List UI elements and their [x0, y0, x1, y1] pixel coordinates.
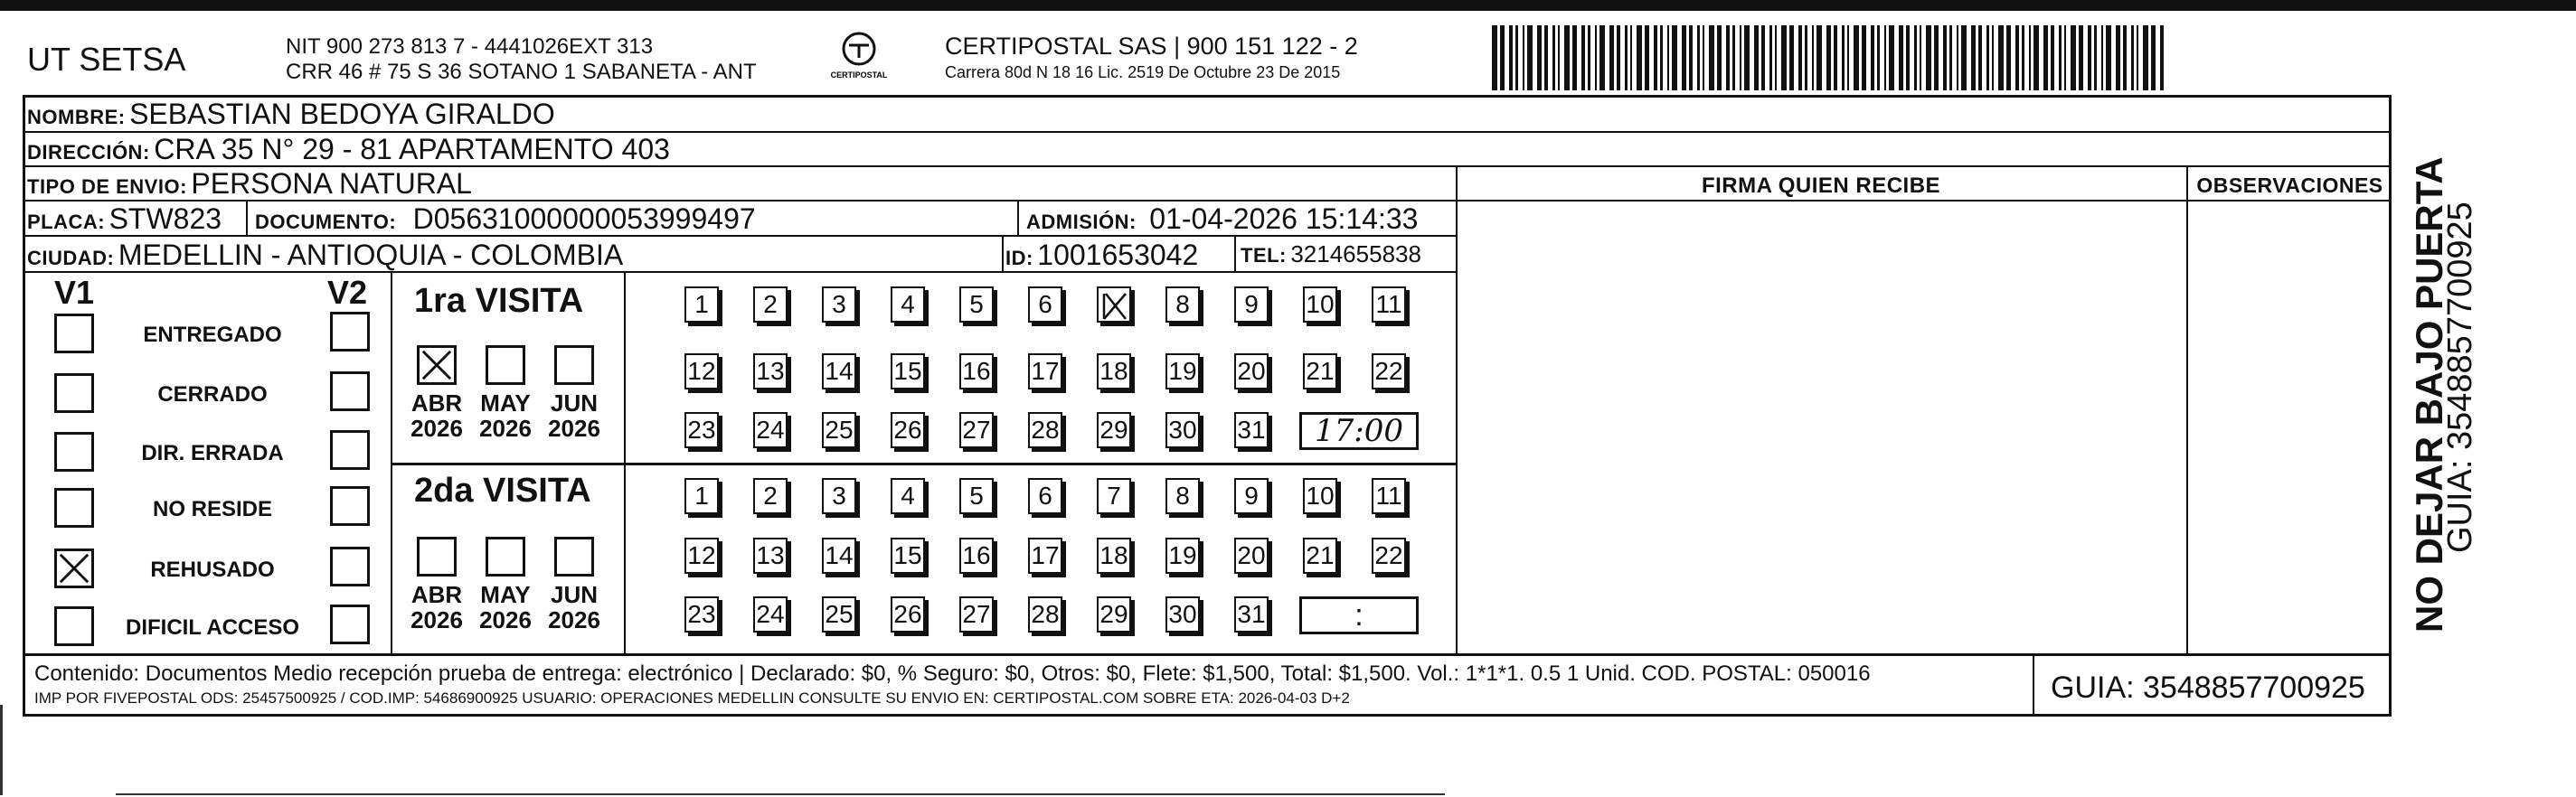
v2-checkbox[interactable] [330, 605, 370, 644]
visit1-day-28[interactable]: 28 [1028, 412, 1062, 448]
visit2-day-19[interactable]: 19 [1165, 538, 1200, 574]
recipient-address: CRA 35 N° 29 - 81 APARTAMENTO 403 [154, 133, 670, 165]
cell-divider [1017, 200, 1019, 235]
company-name: UT SETSA [27, 41, 186, 78]
barcode [1492, 25, 2170, 90]
visit1-day-31[interactable]: 31 [1234, 412, 1269, 448]
visit2-day-27[interactable]: 27 [959, 596, 994, 633]
visit1-day-23[interactable]: 23 [684, 412, 719, 448]
visit1-title: 1ra VISITA [414, 282, 584, 320]
visit1-day-26[interactable]: 26 [891, 412, 925, 448]
document-value: D05631000000053999497 [412, 202, 756, 235]
name-label: NOMBRE: [27, 106, 126, 128]
id-label: ID: [1005, 247, 1033, 269]
admission-row [1026, 202, 1418, 236]
visit1-day-22[interactable]: 22 [1372, 353, 1406, 389]
v1-checkbox[interactable] [54, 606, 94, 646]
plate-label: PLACA: [27, 211, 106, 233]
visit1-day-3[interactable]: 3 [822, 286, 856, 323]
visit2-day-9[interactable]: 9 [1234, 478, 1269, 514]
visit2-time-field[interactable]: : [1299, 596, 1419, 634]
visit1-day-1[interactable]: 1 [684, 286, 719, 323]
visit1-day-14[interactable]: 14 [822, 353, 856, 389]
operator-line: CERTIPOSTAL SAS | 900 151 122 - 2 [945, 33, 1358, 60]
license-line: Carrera 80d N 18 16 Lic. 2519 De Octubre 23 De 2015 [945, 63, 1341, 81]
visit2-day-12[interactable]: 12 [684, 538, 719, 574]
address-label: DIRECCIÓN: [27, 141, 150, 164]
type-row [27, 167, 472, 201]
cell-divider [246, 200, 248, 235]
observations-left-border [2186, 165, 2188, 653]
visit2-day-1[interactable]: 1 [684, 478, 719, 514]
visit1-month-checkbox[interactable] [554, 345, 594, 385]
visit2-month-label: MAY [480, 581, 531, 608]
visit2-day-26[interactable]: 26 [891, 596, 925, 633]
visit1-month-year: 2026 [410, 415, 463, 442]
visit1-month-checkbox[interactable] [486, 345, 525, 385]
footer-guia: GUIA: 3548857700925 [2051, 670, 2365, 705]
visit1-day-12[interactable]: 12 [684, 353, 719, 389]
observations-header: OBSERVACIONES [2196, 173, 2383, 197]
v2-checkbox[interactable] [330, 371, 370, 411]
visit1-day-20[interactable]: 20 [1234, 353, 1269, 389]
visit2-day-13[interactable]: 13 [753, 538, 788, 574]
v1-checkbox[interactable] [54, 488, 94, 528]
visit2-day-16[interactable]: 16 [959, 538, 994, 574]
footer-cell-divider [2033, 655, 2034, 716]
nit-line: NIT 900 273 813 7 - 4441026EXT 313 [286, 34, 654, 59]
visit2-day-5[interactable]: 5 [959, 478, 994, 514]
visit2-month-year: 2026 [548, 606, 600, 633]
visit1-day-15[interactable]: 15 [891, 353, 925, 389]
status-label: ENTREGADO [143, 323, 282, 347]
status-label: NO RESIDE [152, 497, 273, 521]
visit1-day-19[interactable]: 19 [1165, 353, 1200, 389]
address-row [27, 133, 670, 166]
v2-checkbox[interactable] [330, 430, 370, 470]
tel-row [1241, 240, 1421, 268]
visit2-day-10[interactable]: 10 [1303, 478, 1337, 514]
visit2-day-7[interactable]: 7 [1097, 478, 1131, 514]
visit2-day-3[interactable]: 3 [822, 478, 856, 514]
visit2-day-11[interactable]: 11 [1372, 478, 1406, 514]
signature-area[interactable] [1458, 202, 2185, 652]
side-guia: GUIA: 3548857700925 [2441, 202, 2479, 553]
city-row [27, 239, 623, 272]
visit1-day-17[interactable]: 17 [1028, 353, 1062, 389]
tear-line [116, 793, 1445, 795]
visit1-time-field[interactable]: 17:00 [1299, 412, 1419, 450]
visit1-month-label: ABR [410, 389, 463, 417]
name-row [27, 98, 555, 131]
visit2-month-checkbox[interactable] [417, 537, 457, 577]
visit1-day-11[interactable]: 11 [1372, 286, 1406, 323]
visit1-day-24[interactable]: 24 [753, 412, 788, 448]
company-address: CRR 46 # 75 S 36 SOTANO 1 SABANETA - ANT [286, 60, 757, 84]
visit2-day-24[interactable]: 24 [753, 596, 788, 633]
row-divider [23, 271, 1456, 273]
visit2-day-25[interactable]: 25 [822, 596, 856, 633]
visit2-day-28[interactable]: 28 [1028, 596, 1062, 633]
city-label: CIUDAD: [27, 247, 115, 269]
visit1-day-21[interactable]: 21 [1303, 353, 1337, 389]
visit1-day-6[interactable]: 6 [1028, 286, 1062, 323]
visit2-day-14[interactable]: 14 [822, 538, 856, 574]
v2-checkbox[interactable] [330, 486, 370, 526]
visit1-day-27[interactable]: 27 [959, 412, 994, 448]
plate-value: STW823 [109, 202, 222, 235]
visit2-day-18[interactable]: 18 [1097, 538, 1131, 574]
visit2-day-29[interactable]: 29 [1097, 596, 1131, 633]
visit2-day-17[interactable]: 17 [1028, 538, 1062, 574]
plate-row [27, 202, 222, 236]
status-label: DIFICIL ACCESO [125, 615, 299, 640]
visit2-month-year: 2026 [479, 606, 532, 633]
visit1-month-label: JUN [550, 389, 598, 417]
v2-checkbox[interactable] [330, 547, 370, 586]
cell-divider [1234, 235, 1236, 271]
v1-checkbox[interactable] [54, 373, 94, 413]
visit1-day-7[interactable] [1097, 286, 1131, 323]
content-line: Contenido: Documentos Medio recepción prueba de entrega: electrónico | Declarado: $0, % Seguro: $0, Otros: $0, Flete: $1,500, Total: $1,500. Vol.: 1*1*1. 0.5 1 Unid. COD. POSTAL: 050016 [34, 661, 1871, 686]
document-label: DOCUMENTO: [255, 211, 397, 233]
imp-line: IMP POR FIVEPOSTAL ODS: 25457500925 / COD.IMP: 54686900925 USUARIO: OPERACIONES MEDELLIN CONSULTE SU ENVIO EN: CERTIPOSTAL.COM SOBRE ETA: 2026-04-03 D+2 [34, 689, 1350, 707]
top-border [0, 0, 2576, 11]
document-row [255, 202, 756, 236]
visit2-day-22[interactable]: 22 [1372, 538, 1406, 574]
v2-checkbox[interactable] [330, 312, 370, 352]
visit2-day-31[interactable]: 31 [1234, 596, 1269, 633]
visit2-month-label: JUN [550, 581, 598, 608]
side-warning: NO DEJAR BAJO PUERTA [2408, 156, 2450, 633]
footer-divider [23, 653, 2392, 656]
visit1-day-29[interactable]: 29 [1097, 412, 1131, 448]
status-label: DIR. ERRADA [141, 441, 284, 465]
row-divider [23, 235, 1456, 237]
observations-area[interactable] [2189, 202, 2390, 652]
visit1-month-year: 2026 [479, 415, 532, 442]
v2-label: V2 [327, 274, 368, 311]
svg-text:CERTIPOSTAL: CERTIPOSTAL [830, 70, 888, 80]
edge-mark [0, 705, 3, 795]
admission-label: ADMISIÓN: [1026, 211, 1137, 233]
signature-header: FIRMA QUIEN RECIBE [1701, 173, 1941, 198]
tel-label: TEL: [1241, 244, 1287, 267]
visit2-day-23[interactable]: 23 [684, 596, 719, 633]
admission-value: 01-04-2026 15:14:33 [1149, 202, 1419, 235]
visit1-day-25[interactable]: 25 [822, 412, 856, 448]
visit1-day-8[interactable]: 8 [1165, 286, 1200, 323]
v1-label: V1 [54, 274, 95, 311]
visit2-day-30[interactable]: 30 [1165, 596, 1200, 633]
visit2-day-20[interactable]: 20 [1234, 538, 1269, 574]
v1-checkbox[interactable] [54, 549, 94, 588]
type-label: TIPO DE ENVIO: [27, 175, 187, 198]
visit2-day-4[interactable]: 4 [891, 478, 925, 514]
visit1-day-16[interactable]: 16 [959, 353, 994, 389]
visit2-day-15[interactable]: 15 [891, 538, 925, 574]
visit2-month-checkbox[interactable] [486, 537, 525, 577]
visit2-day-2[interactable]: 2 [753, 478, 788, 514]
visit2-day-6[interactable]: 6 [1028, 478, 1062, 514]
visit1-day-30[interactable]: 30 [1165, 412, 1200, 448]
visit2-month-checkbox[interactable] [554, 537, 594, 577]
visit1-day-2[interactable]: 2 [753, 286, 788, 323]
recipient-name: SEBASTIAN BEDOYA GIRALDO [129, 98, 555, 130]
visit1-day-10[interactable]: 10 [1303, 286, 1337, 323]
visit1-day-4[interactable]: 4 [891, 286, 925, 323]
v1-checkbox[interactable] [54, 432, 94, 472]
visit1-day-18[interactable]: 18 [1097, 353, 1131, 389]
visit1-month-checkbox[interactable] [417, 345, 457, 385]
visit2-title: 2da VISITA [414, 472, 591, 510]
visit1-day-9[interactable]: 9 [1234, 286, 1269, 323]
shipping-type: PERSONA NATURAL [191, 167, 472, 200]
status-label: REHUSADO [150, 558, 275, 582]
id-value: 1001653042 [1037, 239, 1199, 271]
v1-checkbox[interactable] [54, 314, 94, 353]
status-label: CERRADO [157, 382, 268, 407]
certipostal-logo [827, 31, 891, 85]
city-value: MEDELLIN - ANTIOQUIA - COLOMBIA [118, 239, 624, 271]
visit2-month-year: 2026 [410, 606, 463, 633]
visit2-day-8[interactable]: 8 [1165, 478, 1200, 514]
visit-separator [391, 463, 1456, 465]
visit1-day-13[interactable]: 13 [753, 353, 788, 389]
cell-divider [1002, 235, 1004, 271]
tel-value: 3214655838 [1290, 240, 1421, 267]
visit1-day-5[interactable]: 5 [959, 286, 994, 323]
visit2-day-21[interactable]: 21 [1303, 538, 1337, 574]
visit2-month-label: ABR [410, 581, 463, 608]
id-row [1005, 239, 1198, 272]
visit1-month-year: 2026 [548, 415, 600, 442]
row-divider [23, 200, 1456, 202]
visit1-month-label: MAY [480, 389, 531, 417]
